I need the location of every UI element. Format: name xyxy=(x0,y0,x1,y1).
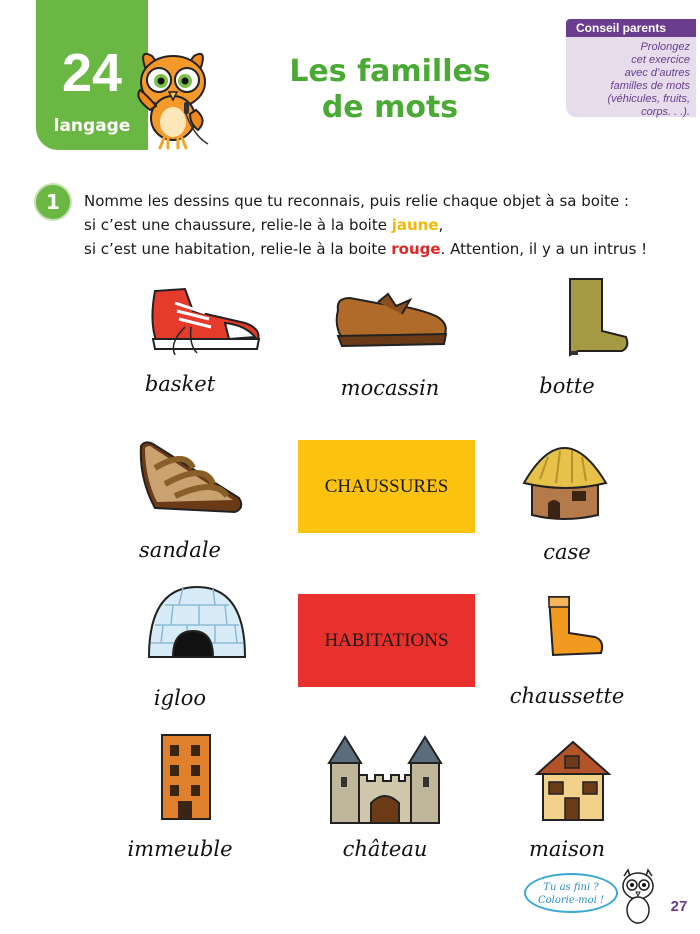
parent-tip xyxy=(566,19,696,119)
tip-line: cet exercice xyxy=(631,54,690,66)
page-title xyxy=(280,54,500,126)
page-number: 27 xyxy=(670,898,688,915)
igloo-icon[interactable] xyxy=(143,581,251,661)
word-case: case xyxy=(543,540,591,564)
exercise-instructions xyxy=(84,189,674,261)
owl-mascot-icon xyxy=(128,40,218,152)
bubble-line-2: Colorie-moi ! xyxy=(537,895,605,906)
lesson-category: langage xyxy=(53,116,131,136)
word-maison: maison xyxy=(528,837,606,861)
apartment-building-icon[interactable] xyxy=(160,733,212,821)
keyword-jaune: jaune xyxy=(391,216,439,234)
tip-body xyxy=(566,37,696,117)
word-chaussette: chaussette xyxy=(509,684,625,708)
tip-line: corps. . .). xyxy=(641,106,690,118)
title-line-1: Les familles xyxy=(289,54,491,89)
lesson-number: 24 xyxy=(61,43,123,103)
title-line-2: de mots xyxy=(321,90,459,125)
speech-bubble xyxy=(524,873,618,913)
instruction-line-3: si c’est une habitation, relie-le à la boite rouge. Attention, il y a un intrus ! xyxy=(84,240,648,258)
word-botte: botte xyxy=(539,374,595,398)
castle-icon[interactable] xyxy=(325,733,445,825)
tip-line: avec d’autres xyxy=(624,67,690,79)
word-mocassin: mocassin xyxy=(340,376,440,400)
house-icon[interactable] xyxy=(535,738,611,822)
word-igloo: igloo xyxy=(153,686,207,710)
word-sandale: sandale xyxy=(139,538,221,562)
coloring-owl-icon[interactable] xyxy=(618,868,658,928)
keyword-rouge: rouge xyxy=(391,240,441,258)
word-immeuble: immeuble xyxy=(127,837,233,861)
tip-line: familles de mots xyxy=(610,80,690,92)
box-habitations[interactable]: HABITATIONS xyxy=(298,594,475,687)
boot-icon[interactable] xyxy=(560,275,632,357)
instruction-line-2: si c’est une chaussure, relie-le à la boite jaune, xyxy=(84,216,444,234)
moccasin-icon[interactable] xyxy=(332,290,452,350)
word-chateau: château xyxy=(342,837,428,861)
word-basket: basket xyxy=(144,372,216,396)
tip-line: Prolongez xyxy=(640,41,690,53)
sock-icon[interactable] xyxy=(545,593,609,663)
bubble-line-1: Tu as fini ? xyxy=(543,882,599,893)
hut-icon[interactable] xyxy=(520,443,610,523)
box-chaussures[interactable]: CHAUSSURES xyxy=(298,440,475,533)
instruction-line-1: Nomme les dessins que tu reconnais, puis relie chaque objet à sa boite : xyxy=(84,192,630,210)
tip-line: (véhicules, fruits, xyxy=(607,93,690,105)
tip-heading: Conseil parents xyxy=(566,19,696,37)
sandal-icon[interactable] xyxy=(135,438,245,516)
sneaker-icon[interactable] xyxy=(145,283,265,355)
exercise-number-badge: 1 xyxy=(34,183,72,221)
